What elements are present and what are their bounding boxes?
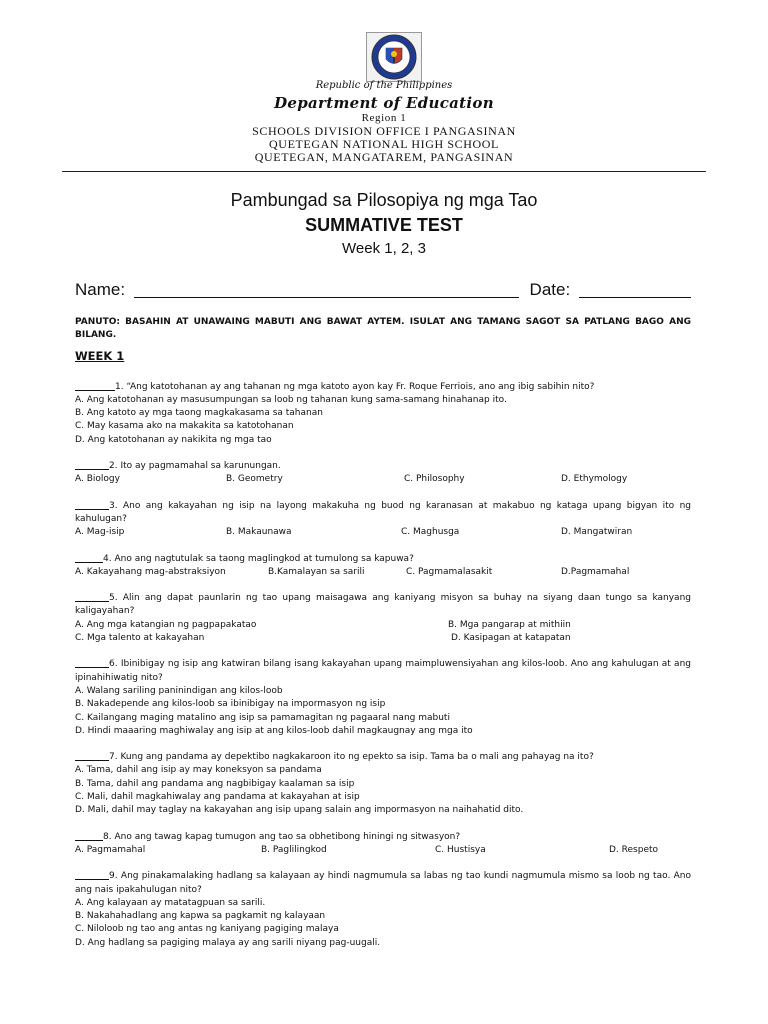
option: A. Ang katotohanan ay masusumpungan sa loob ng tahanan kung sama-samang hinahanap ito. [75,394,507,405]
region-line: Region 1 [361,112,407,124]
options-row [75,632,691,645]
options-row [75,619,691,632]
address-line: QUETEGAN, MANGATAREM, PANGASINAN [254,150,514,164]
answer-blank[interactable] [75,657,109,668]
option: A. Tama, dahil ang isip ay may koneksyon sa pandama [75,765,322,776]
test-content [75,316,691,950]
question-number: 4. [103,553,112,564]
option: C. May kasama ako na makakita sa katotohanan [75,421,294,432]
question-number: 9. [109,871,118,882]
question-stem [75,869,691,897]
question-text: Ito ay pagmamahal sa karunungan. [120,461,281,472]
option: D. Ang katotohanan ay nakikita ng mga tao [75,434,272,445]
date-field[interactable] [579,281,691,298]
week-heading: WEEK 1 [75,348,125,363]
option: D.Pagmamahal [561,566,630,577]
option: D. Kasipagan at katapatan [451,633,571,644]
option: C. Kailangang maging matalino ang isip sa pamamagitan ng pagaaral nang mabuti [75,712,450,723]
question-stem [75,591,691,619]
answer-blank[interactable] [75,750,109,761]
question-2 [75,459,691,487]
question-text: “Ang katotohanan ay ang tahanan ng mga katoto ayon kay Fr. Roque Ferriois, ano ang ibig sabihin nito? [126,381,595,392]
name-field[interactable] [134,281,519,298]
option: B. Makaunawa [226,527,292,538]
answer-blank[interactable] [75,591,109,602]
question-5 [75,591,691,645]
question-7 [75,750,691,817]
option: C. Mga talento at kakayahan [75,633,205,644]
option: C. Mali, dahil magkahiwalay ang pandama at kakayahan at isip [75,792,360,803]
option: C. Philosophy [404,474,465,485]
question-text: Ang pinakamalaking hadlang sa kalayaan ay hindi nagmumula sa labas ng tao kundi nagmumula mismo sa loob ng tao. Ano ang nais ipakahulugan nito? [75,871,691,895]
question-stem [75,499,691,527]
option: D. Hindi maaaring maghiwalay ang isip at ang kilos-loob dahil magkaugnay ang mga ito [75,725,473,736]
question-text: Ano ang kakayahan ng isip na layong makakuha ng buod ng karanasan at makabuo ng kataga upang bigyan ito ng kahulugan? [75,500,691,524]
question-8 [75,830,691,858]
options-row [75,526,691,539]
answer-blank[interactable] [75,380,115,391]
subject-title: Pambungad sa Pilosopiya ng mga Tao [230,190,538,210]
division-line: SCHOOLS DIVISION OFFICE I PANGASINAN [252,124,516,138]
question-6 [75,657,691,738]
question-text: Ano ang nagtutulak sa taong maglingkod at tumulong sa kapuwa? [114,553,414,564]
option: A. Ang kalayaan ay matatagpuan sa sarili. [75,897,266,908]
week-subtitle: Week 1, 2, 3 [342,240,426,257]
question-text: Ibinibigay ng isip ang katwiran bilang isang kakayahan upang maimpluwensiyahan ang kilos-loob. Ano ang kahulugan at ang ipinahihiwatig nito? [75,659,691,683]
option: C. Niloloob ng tao ang antas ng kaniyang pagiging malaya [75,924,339,935]
answer-blank[interactable] [75,830,103,841]
answer-blank[interactable] [75,869,109,880]
option: C. Pagmamalasakit [406,566,493,577]
question-number: 6. [109,659,118,670]
option: D. Mangatwiran [561,527,633,538]
question-number: 8. [103,831,112,842]
option: A. Ang mga katangian ng pagpapakatao [75,619,257,630]
name-date-row [75,280,695,300]
options-row [75,473,691,486]
question-text: Alin ang dapat paunlarin ng tao upang maisagawa ang kaniyang misyon sa buhay na siyang daan tungo sa kanyang kaligayahan? [75,593,691,617]
answer-blank[interactable] [75,499,109,510]
question-4 [75,552,691,580]
question-stem [75,657,691,685]
option: B. Geometry [226,474,283,485]
question-number: 1. [115,381,124,392]
date-label: Date: [529,280,571,299]
option: B. Ang katoto ay mga taong magkakasama sa tahanan [75,408,323,419]
question-text: Kung ang pandama ay depektibo nagkakaroon ito ng epekto sa isip. Tama ba o mali ang pahayag na ito? [120,752,594,763]
test-title: SUMMATIVE TEST [305,215,463,235]
option: B. Nakahahadlang ang kapwa sa pagkamit ng kalayaan [75,911,326,922]
question-1 [75,380,691,447]
question-number: 2. [109,461,118,472]
option: B. Nakadepende ang kilos-loob sa ibinibigay na impormasyon ng isip [75,699,386,710]
department-heading: Department of Education [274,94,494,112]
option: A. Mag-isip [75,527,125,538]
question-text: Ano ang tawag kapag tumugon ang tao sa obhetibong hiningi ng sitwasyon? [114,831,461,842]
question-number: 3. [109,500,118,511]
option: D. Ang hadlang sa pagiging malaya ay ang sarili niyang pag-uugali. [75,937,381,948]
answer-blank[interactable] [75,459,109,470]
question-stem [75,830,691,844]
option: B. Paglilingkod [261,844,327,855]
option: A. Pagmamahal [75,844,146,855]
option: A. Kakayahang mag-abstraksiyon [75,566,226,577]
question-stem [75,459,691,473]
option: D. Mali, dahil may taglay na kakayahan ang isip upang salain ang impormasyon na naihahatid dito. [75,805,524,816]
option: C. Hustisya [435,844,486,855]
header-divider [62,171,706,172]
question-3 [75,499,691,540]
question-stem [75,380,691,394]
option: B. Mga pangarap at mithiin [448,619,571,630]
deped-seal-logo [366,32,422,82]
option: A. Walang sariling paninindigan ang kilos-loob [75,685,283,696]
options-row [75,566,691,579]
answer-blank[interactable] [75,552,103,563]
name-label: Name: [75,280,126,299]
question-stem [75,750,691,764]
instructions: PANUTO: BASAHIN AT UNAWAING MABUTI ANG BAWAT AYTEM. ISULAT ANG TAMANG SAGOT SA PATLANG BAGO ANG BILANG. [75,317,691,341]
question-9 [75,869,691,950]
option: D. Respeto [609,844,659,855]
options-row [75,844,691,857]
option: D. Ethymology [561,474,628,485]
option: B.Kamalayan sa sarili [268,566,365,577]
option: B. Tama, dahil ang pandama ang nagbibigay kaalaman sa isip [75,778,355,789]
question-number: 5. [109,593,118,604]
option: C. Maghusga [401,527,460,538]
republic-heading: Republic of the Philippines [315,80,453,91]
question-number: 7. [109,752,118,763]
question-stem [75,552,691,566]
school-line: QUETEGAN NATIONAL HIGH SCHOOL [269,137,499,151]
option: A. Biology [75,474,120,485]
